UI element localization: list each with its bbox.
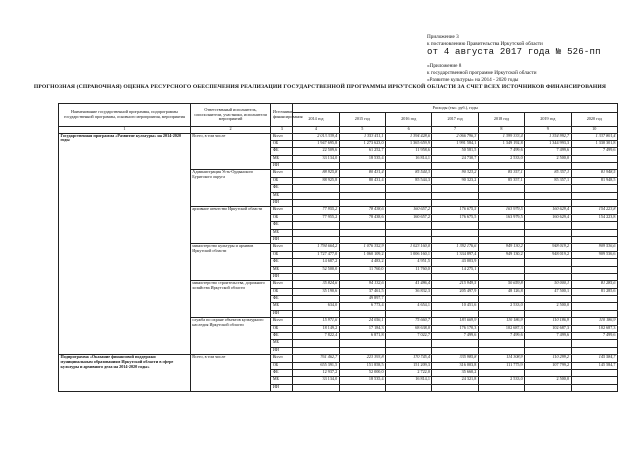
value-cell: 110 186,9 <box>478 318 524 325</box>
source-cell: МБ <box>271 192 293 199</box>
value-cell: 111 775,9 <box>478 362 524 369</box>
source-cell: Всего <box>271 170 293 177</box>
value-cell <box>525 340 571 347</box>
source-cell: ФБ <box>271 185 293 192</box>
table-header-row <box>59 104 618 113</box>
col-number: 9 <box>525 127 571 134</box>
value-cell: 1 794 664,2 <box>293 244 339 251</box>
source-cell: ИИ <box>271 310 293 317</box>
value-cell <box>571 370 617 377</box>
value-cell: 2 500,0 <box>525 155 571 162</box>
value-cell <box>432 340 478 347</box>
value-cell <box>386 229 432 236</box>
value-cell: 94 132,6 <box>339 281 385 288</box>
year-2019: 2019 год <box>525 113 571 127</box>
col-number: 1 <box>59 127 191 134</box>
value-cell: 81 285,6 <box>571 288 617 295</box>
value-cell <box>293 384 339 391</box>
value-cell: 1 060 109,2 <box>339 251 385 258</box>
value-cell: 35 190,6 <box>293 288 339 295</box>
source-cell: ИИ <box>271 163 293 170</box>
source-cell: Всего <box>271 207 293 214</box>
year-2014: 2014 год <box>293 113 339 127</box>
value-cell: 154 223,8 <box>571 207 617 214</box>
value-cell: 1 947 695,8 <box>293 140 339 147</box>
value-cell <box>525 222 571 229</box>
value-cell: 81 285,6 <box>571 281 617 288</box>
value-cell: 2 013 339,4 <box>293 133 339 140</box>
value-cell <box>571 384 617 391</box>
value-cell <box>525 266 571 273</box>
value-cell: 36 832,3 <box>386 288 432 295</box>
value-cell <box>571 259 617 266</box>
value-cell: 1 394 428,6 <box>386 133 432 140</box>
value-cell: 18 535,4 <box>339 155 385 162</box>
value-cell <box>432 185 478 192</box>
annex-number: 526-пп <box>567 47 601 58</box>
year-2016: 2016 год <box>386 113 432 127</box>
col-number: 3 <box>271 127 293 134</box>
value-cell: 78 438,6 <box>339 214 385 221</box>
value-cell: 33 134,0 <box>293 377 339 384</box>
value-cell <box>525 192 571 199</box>
value-cell: 949 130,2 <box>478 251 524 258</box>
value-cell: 1 334 897,4 <box>432 251 478 258</box>
value-cell <box>293 222 339 229</box>
source-cell: МБ <box>271 340 293 347</box>
value-cell <box>478 222 524 229</box>
value-cell <box>525 384 571 391</box>
value-cell: 52 000,0 <box>339 370 385 377</box>
source-cell: МБ <box>271 303 293 310</box>
annex-line-6: «Развитие культуры» на 2014 - 2020 годы <box>427 77 519 84</box>
table-row <box>59 133 618 140</box>
value-cell: 2 500,0 <box>525 377 571 384</box>
executor-cell: Всего, в том числе <box>190 355 271 392</box>
value-cell <box>571 155 617 162</box>
value-cell: 1 354 992,7 <box>525 133 571 140</box>
value-cell <box>386 384 432 391</box>
value-cell: 1 392 176,6 <box>432 244 478 251</box>
value-cell: 7 499,6 <box>478 148 524 155</box>
value-cell <box>432 384 478 391</box>
value-cell: 110 186,9 <box>525 318 571 325</box>
value-cell: 2 066 796,3 <box>432 133 478 140</box>
value-cell: 11 760,0 <box>386 266 432 273</box>
value-cell: 80 431,4 <box>339 170 385 177</box>
annex-date-prefix: от <box>427 47 439 58</box>
subprogram-name-cell: Подпрограмма «Оказание финансовой поддержки муниципальным образованиям Иркутской области в сфере культуры и архивного дела на 2014-2020 годы» <box>59 355 191 392</box>
value-cell: 7 499,6 <box>571 333 617 340</box>
value-cell: 160 657,2 <box>386 214 432 221</box>
value-cell: 11 958,6 <box>386 148 432 155</box>
value-cell <box>571 340 617 347</box>
value-cell: 15 971,6 <box>293 318 339 325</box>
value-cell: 1 344 993,3 <box>525 140 571 147</box>
value-cell: 1 337 801,4 <box>571 133 617 140</box>
value-cell: 16 814,1 <box>386 377 432 384</box>
value-cell: 761 462,7 <box>293 355 339 362</box>
source-cell: ФБ <box>271 370 293 377</box>
value-cell <box>478 266 524 273</box>
value-cell: 37 461,5 <box>339 288 385 295</box>
value-cell: 1 006 160,1 <box>386 251 432 258</box>
year-2020: 2020 год <box>571 113 617 127</box>
value-cell: 17 184,3 <box>339 325 385 332</box>
executor-cell: служба по охране объектов культурного наследия Иркутской области <box>190 318 271 355</box>
value-cell: 85 357,1 <box>525 177 571 184</box>
col-number: 8 <box>478 127 524 134</box>
value-cell <box>525 185 571 192</box>
value-cell: 1 273 623,0 <box>339 140 385 147</box>
value-cell <box>571 377 617 384</box>
value-cell <box>478 229 524 236</box>
value-cell: 7 499,6 <box>478 333 524 340</box>
annex-date: 4 августа 2017 года <box>443 47 551 58</box>
value-cell: 1 349 192,8 <box>478 140 524 147</box>
source-cell: Всего <box>271 281 293 288</box>
value-cell: 160 657,2 <box>386 207 432 214</box>
col-header-source: Источники финансирования <box>271 104 293 127</box>
value-cell: 170 745,4 <box>386 355 432 362</box>
value-cell: 50 581,5 <box>432 148 478 155</box>
value-cell: 6 871,8 <box>339 333 385 340</box>
value-cell: 81 948,5 <box>571 177 617 184</box>
value-cell: 909 536,6 <box>571 251 617 258</box>
value-cell: 7 499,6 <box>525 148 571 155</box>
value-cell: 14 275,1 <box>432 266 478 273</box>
value-cell: 7 499,6 <box>525 333 571 340</box>
col-number: 7 <box>432 127 478 134</box>
year-2017: 2017 год <box>432 113 478 127</box>
value-cell: 7 499,6 <box>571 148 617 155</box>
value-cell: 4 951,5 <box>386 259 432 266</box>
value-cell: 24 321,8 <box>432 377 478 384</box>
value-cell: 68 638,0 <box>386 325 432 332</box>
table-row <box>59 355 618 362</box>
source-cell: МБ <box>271 229 293 236</box>
value-cell: 78 438,6 <box>339 207 385 214</box>
value-cell: 1 330 301,8 <box>571 140 617 147</box>
value-cell: 110 186,9 <box>571 318 617 325</box>
value-cell: 47 500,1 <box>525 288 571 295</box>
col-number: 4 <box>293 127 339 134</box>
value-cell: 114 308,9 <box>478 355 524 362</box>
value-cell <box>339 222 385 229</box>
value-cell: 2 722,0 <box>386 370 432 377</box>
value-cell: 1 023 160,0 <box>386 244 432 251</box>
year-2018: 2018 год <box>478 113 524 127</box>
value-cell: 154 223,8 <box>571 214 617 221</box>
value-cell: 1 991 584,1 <box>432 140 478 147</box>
value-cell <box>432 229 478 236</box>
value-cell: 110 299,2 <box>525 355 571 362</box>
source-cell: ИИ <box>271 273 293 280</box>
value-cell: 24 730,7 <box>432 155 478 162</box>
executor-cell: министерство строительства, дорожного хозяйства Иркутской области <box>190 281 271 318</box>
value-cell <box>571 192 617 199</box>
source-cell: ОБ <box>271 214 293 221</box>
year-2015: 2015 год <box>339 113 385 127</box>
value-cell: 88 925,8 <box>293 170 339 177</box>
value-cell <box>432 222 478 229</box>
value-cell: 145 584,7 <box>571 355 617 362</box>
source-cell: ИИ <box>271 347 293 354</box>
value-cell: 35 660,2 <box>432 370 478 377</box>
col-number: 10 <box>571 127 617 134</box>
value-cell: 90 323,2 <box>432 177 478 184</box>
value-cell: 33 134,0 <box>293 155 339 162</box>
source-cell: МБ <box>271 155 293 162</box>
value-cell <box>571 229 617 236</box>
value-cell: 1 076 352,9 <box>339 244 385 251</box>
source-cell: ИИ <box>271 200 293 207</box>
value-cell <box>478 384 524 391</box>
value-cell: 634,0 <box>293 303 339 310</box>
value-cell: 215 949,5 <box>432 281 478 288</box>
executor-cell: Администрация Усть-Ордынского Бурятского округа <box>190 170 271 207</box>
source-cell: МБ <box>271 266 293 273</box>
value-cell: 948 019,2 <box>525 251 571 258</box>
value-cell: 4 483,2 <box>339 259 385 266</box>
value-cell: 12 937,2 <box>293 370 339 377</box>
value-cell: 102 687,3 <box>478 325 524 332</box>
value-cell <box>386 185 432 192</box>
value-cell <box>525 259 571 266</box>
value-cell <box>478 259 524 266</box>
value-cell <box>293 192 339 199</box>
source-cell: ФБ <box>271 296 293 303</box>
value-cell: 41 486,4 <box>386 281 432 288</box>
source-cell: Всего <box>271 355 293 362</box>
value-cell <box>571 296 617 303</box>
value-cell: 335 985,8 <box>432 355 478 362</box>
value-cell <box>571 185 617 192</box>
value-cell: 1 727 477,0 <box>293 251 339 258</box>
value-cell: 163 979,5 <box>478 214 524 221</box>
value-cell: 77 955,2 <box>293 214 339 221</box>
value-cell: 77 955,2 <box>293 207 339 214</box>
value-cell <box>339 192 385 199</box>
value-cell: 43 003,9 <box>432 259 478 266</box>
value-cell: 85 357,1 <box>525 170 571 177</box>
value-cell: 151 858,5 <box>339 362 385 369</box>
value-cell: 85 357,1 <box>478 177 524 184</box>
value-cell <box>478 340 524 347</box>
value-cell: 88 925,8 <box>293 177 339 184</box>
value-cell: 18 149,2 <box>293 325 339 332</box>
value-cell: 85 544,3 <box>386 177 432 184</box>
value-cell: 183 669,9 <box>432 318 478 325</box>
value-cell <box>525 229 571 236</box>
source-cell: ОБ <box>271 362 293 369</box>
annex-line-1: Приложение 3 <box>427 34 459 40</box>
value-cell: 1 399 333,4 <box>478 133 524 140</box>
executor-cell: архивное агентство Иркутской области <box>190 207 271 244</box>
value-cell <box>339 384 385 391</box>
value-cell <box>571 222 617 229</box>
source-cell: ОБ <box>271 140 293 147</box>
value-cell: 24 056,1 <box>339 318 385 325</box>
value-cell <box>478 192 524 199</box>
source-cell: Всего <box>271 133 293 140</box>
source-cell: ФБ <box>271 148 293 155</box>
value-cell: 50 000,1 <box>525 281 571 288</box>
value-cell: 16 814,1 <box>386 155 432 162</box>
source-cell: МБ <box>271 377 293 384</box>
value-cell: 81 948,5 <box>571 170 617 177</box>
value-cell <box>386 340 432 347</box>
source-cell: Всего <box>271 244 293 251</box>
value-cell: 61 252,7 <box>339 148 385 155</box>
source-cell: ОБ <box>271 177 293 184</box>
value-cell: 1 365 659,9 <box>386 140 432 147</box>
value-cell: 102 687,3 <box>525 325 571 332</box>
value-cell <box>571 266 617 273</box>
source-cell: ФБ <box>271 259 293 266</box>
value-cell: 655 391,5 <box>293 362 339 369</box>
annex-line-2: к постановлению Правительства Иркутской области <box>427 41 543 48</box>
value-cell: 48 126,8 <box>478 288 524 295</box>
value-cell: 80 431,4 <box>339 177 385 184</box>
value-cell <box>386 192 432 199</box>
value-cell: 176 170,3 <box>432 325 478 332</box>
source-cell: ИИ <box>271 236 293 243</box>
value-cell: 90 323,2 <box>432 170 478 177</box>
value-cell: 50 659,8 <box>478 281 524 288</box>
value-cell: 7 499,6 <box>432 333 478 340</box>
value-cell: 316 003,8 <box>432 362 478 369</box>
col-header-executor: Ответственный исполнитель, соисполнители, участники, исполнители мероприятий <box>190 104 271 127</box>
source-cell: Всего <box>271 318 293 325</box>
value-cell: 176 675,5 <box>432 207 478 214</box>
resource-table <box>58 103 618 392</box>
value-cell: 52 500,0 <box>293 266 339 273</box>
value-cell: 49 897,7 <box>339 296 385 303</box>
value-cell: 176 675,5 <box>432 214 478 221</box>
col-header-name: Наименование государственной программы, подпрограммы государственной программы, основного мероприятия, мероприятия <box>59 104 191 127</box>
source-cell: ФБ <box>271 333 293 340</box>
annex-header <box>427 34 632 84</box>
value-cell <box>432 192 478 199</box>
value-cell: 949 130,2 <box>478 244 524 251</box>
document-title: ПРОГНОЗНАЯ (СПРАВОЧНАЯ) ОЦЕНКА РЕСУРСНОГО ОБЕСПЕЧЕНИЯ РЕАЛИЗАЦИИ ГОСУДАРСТВЕННОЙ ПРОГРАММЫ ИРКУТСКОЙ ОБЛАСТИ ЗА СЧЕТ ВСЕХ ИСТОЧНИКОВ ФИНАНСИРОВАНИЯ <box>33 84 607 90</box>
source-cell: ИИ <box>271 384 293 391</box>
value-cell <box>339 340 385 347</box>
value-cell: 7 822,4 <box>293 333 339 340</box>
value-cell <box>478 185 524 192</box>
value-cell <box>386 222 432 229</box>
value-cell: 2 533,0 <box>478 155 524 162</box>
program-name-cell: Государственная программа «Развитие культуры» на 2014-2020 годы <box>59 133 191 355</box>
value-cell: 2 500,0 <box>525 303 571 310</box>
annex-number-sign: № <box>555 47 562 58</box>
value-cell: 18 535,4 <box>339 377 385 384</box>
annex-line-4: «Приложение 8 <box>427 63 462 70</box>
value-cell: 1 353 411,1 <box>339 133 385 140</box>
value-cell: 11 760,0 <box>339 266 385 273</box>
value-cell: 2 533,0 <box>478 303 524 310</box>
value-cell: 85 357,1 <box>478 170 524 177</box>
annex-date-line <box>427 48 632 57</box>
value-cell: 4 654,1 <box>386 303 432 310</box>
value-cell: 85 544,3 <box>386 170 432 177</box>
table-body <box>59 133 618 392</box>
value-cell: 145 584,7 <box>571 362 617 369</box>
value-cell: 6 773,4 <box>339 303 385 310</box>
value-cell: 205 497,9 <box>432 288 478 295</box>
value-cell: 35 824,6 <box>293 281 339 288</box>
value-cell: 2 533,0 <box>478 377 524 384</box>
value-cell: 160 629,4 <box>525 207 571 214</box>
value-cell <box>571 303 617 310</box>
value-cell: 223 393,8 <box>339 355 385 362</box>
value-cell <box>293 340 339 347</box>
value-cell: 151 209,3 <box>386 362 432 369</box>
value-cell <box>293 185 339 192</box>
source-cell: ОБ <box>271 251 293 258</box>
source-cell: ФБ <box>271 222 293 229</box>
value-cell: 163 979,5 <box>478 207 524 214</box>
value-cell: 102 687,3 <box>571 325 617 332</box>
value-cell: 107 799,2 <box>525 362 571 369</box>
source-cell: ОБ <box>271 325 293 332</box>
col-number: 6 <box>386 127 432 134</box>
value-cell: 10 451,6 <box>432 303 478 310</box>
value-cell: 160 629,4 <box>525 214 571 221</box>
value-cell: 7 022,7 <box>386 333 432 340</box>
value-cell: 22 509,6 <box>293 148 339 155</box>
executor-cell: Всего, в том числе <box>190 133 271 170</box>
value-cell <box>293 229 339 236</box>
value-cell <box>339 229 385 236</box>
executor-cell: министерство культуры и архивов Иркутской области <box>190 244 271 281</box>
value-cell <box>339 185 385 192</box>
col-number: 2 <box>190 127 271 134</box>
value-cell: 948 019,2 <box>525 244 571 251</box>
col-header-expenses: Расходы (тыс. руб.), годы <box>293 104 618 113</box>
col-number: 5 <box>339 127 385 134</box>
value-cell: 909 536,6 <box>571 244 617 251</box>
source-cell: ОБ <box>271 288 293 295</box>
value-cell: 14 687,2 <box>293 259 339 266</box>
value-cell: 75 660,7 <box>386 318 432 325</box>
annex-line-5: к государственной программе Иркутской области <box>427 70 537 77</box>
